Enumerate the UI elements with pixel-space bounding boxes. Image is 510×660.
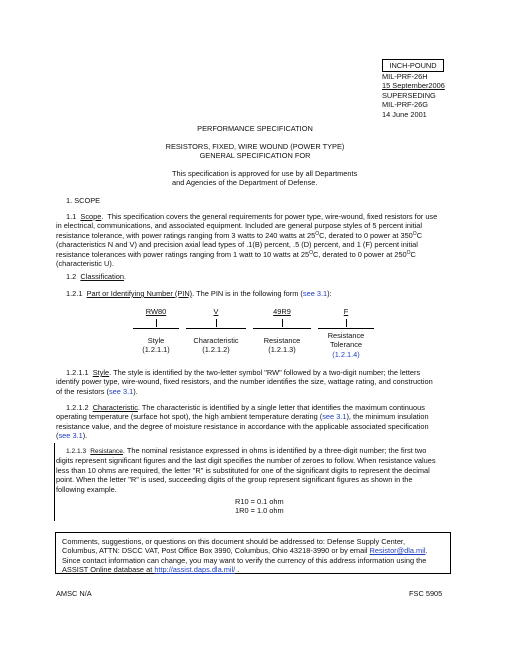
- pin-tick-style: [156, 319, 157, 327]
- pin-label-tolerance: Resistance Tolerance (1.2.1.4): [314, 331, 378, 359]
- pin-rule-tolerance: [318, 328, 374, 329]
- scope-title: Scope: [80, 212, 102, 221]
- pin-tick-characteristic: [216, 319, 217, 327]
- characteristic-see-3-1-link-1[interactable]: see 3.1: [322, 412, 347, 422]
- assist-url-link[interactable]: http://assist.daps.dla.mil/: [154, 565, 236, 575]
- fsc-label: FSC 5905: [409, 589, 443, 598]
- pin-rule-style: [133, 328, 179, 329]
- classification-heading: 1.2 Classification.: [66, 272, 126, 281]
- approval-line2: and Agencies of the Department of Defense.: [172, 178, 318, 187]
- pin-label-resistance: Resistance (1.2.1.3): [263, 336, 301, 355]
- inch-pound-box: INCH-POUND: [382, 59, 444, 72]
- pin-label-style: Style (1.2.1.1): [142, 336, 170, 355]
- comments-box: Comments, suggestions, or questions on this document should be addressed to: Defense Supply Center, Columbus, ATTN: DSCC VAT, Post Office Box 3990, Columbus, Ohio 43218-3990 or by email Resistor@dla.mil. Since contact information can change, you may want to verify the currency of this address information using the ASSIST Online database at http://assist.daps.dla.mil/ .: [55, 532, 451, 574]
- amsc-label: AMSC N/A: [56, 589, 92, 598]
- pin-heading: 1.2.1 Part or Identifying Number (PIN). The PIN is in the following form (see 3.1):: [66, 289, 332, 298]
- pin-tick-resistance: [282, 319, 283, 327]
- superseded-doc-date: 14 June 2001: [382, 109, 427, 119]
- approval-line1: This specification is approved for use by all Departments: [172, 169, 358, 178]
- pin-code-tolerance: F: [343, 307, 349, 316]
- characteristic-see-3-1-link-2[interactable]: see 3.1: [58, 431, 83, 441]
- style-paragraph: 1.2.1.1 Style. The style is identified by the two-letter symbol "RW" followed by a two-digit number; the letters identify power type, wire-wound, fixed resistors, and the number identifies the size, wattage rating, and construction of the resistors (see 3.1).: [56, 368, 433, 396]
- characteristic-paragraph: 1.2.1.2 Characteristic. The characteristic is identified by a single letter that identifies the maximum continuous operating temperature (surface hot spot), the high ambient temperature derating (see 3.1), the minimum insulation resistance value, and the degree of moisture resistance in accordance with the applicable associated specification (see 3.1).: [56, 403, 429, 441]
- pin-code-style: RW80: [145, 307, 167, 316]
- style-see-3-1-link[interactable]: see 3.1: [108, 386, 134, 396]
- scope-heading: 1. SCOPE: [66, 196, 101, 205]
- doc-number: MIL-PRF-26H: [382, 72, 428, 81]
- revision-sidebar: [54, 443, 55, 521]
- resistance-paragraph: 1.2.1.3 Resistance. The nominal resistance expressed in ohms is identified by a three-digit number; the first two digits represent significant figures and the last digit specifies the number of zeroes to follow. When resistance values less than 10 ohms are required, the letter "R" is substituted for one of the significant digits to represent the decimal point. When the letter "R" is used, succeeding digits of the group represent significant figures as shown in the following example.: [56, 446, 436, 494]
- pin-label-characteristic: Characteristic (1.2.1.2): [193, 336, 239, 355]
- pin-tick-tolerance: [346, 319, 347, 327]
- pin-rule-resistance: [253, 328, 311, 329]
- resistance-example: R10 = 0.1 ohm 1R0 = 1.0 ohm: [235, 497, 284, 516]
- superseded-doc-number: MIL-PRF-26G: [382, 100, 428, 110]
- tolerance-ref-link[interactable]: (1.2.1.4): [332, 349, 360, 359]
- email-link[interactable]: Resistor@dla.mil: [369, 546, 426, 556]
- scope-paragraph: 1.1 Scope. This specification covers the general requirements for power type, wire-wound, fixed resistors for use in electrical, communications, and associated equipment. Included are general purpose styles of 5 percent initial resistance tolerance, with power ratings ranging from 3 watts to 240 watts at $25^OC$, derated to 0 power at $350^OC$ (characteristics N and V) and precision axial lead types of .1(B) percent, .5 (D) percent, and 1 (F) percent initial resistance tolerances with power ratings ranging from 1 watt to 10 watts at $25^OC$, derated to 0 power at $250^OC$ (characteristic U).: [56, 212, 438, 269]
- pin-rule-characteristic: [186, 328, 246, 329]
- doc-date: 15 September2006: [382, 81, 445, 91]
- spec-subject-line1: RESISTORS, FIXED, WIRE WOUND (POWER TYPE): [165, 142, 345, 151]
- spec-subject-line2: GENERAL SPECIFICATION FOR: [199, 151, 311, 160]
- document-id-block: [382, 72, 502, 119]
- see-3-1-link[interactable]: see 3.1: [302, 289, 328, 298]
- superseding-label: SUPERSEDING: [382, 90, 436, 100]
- pin-code-resistance: 49R9: [273, 307, 291, 316]
- spec-type-title: PERFORMANCE SPECIFICATION: [197, 124, 313, 133]
- pin-code-characteristic: V: [213, 307, 219, 316]
